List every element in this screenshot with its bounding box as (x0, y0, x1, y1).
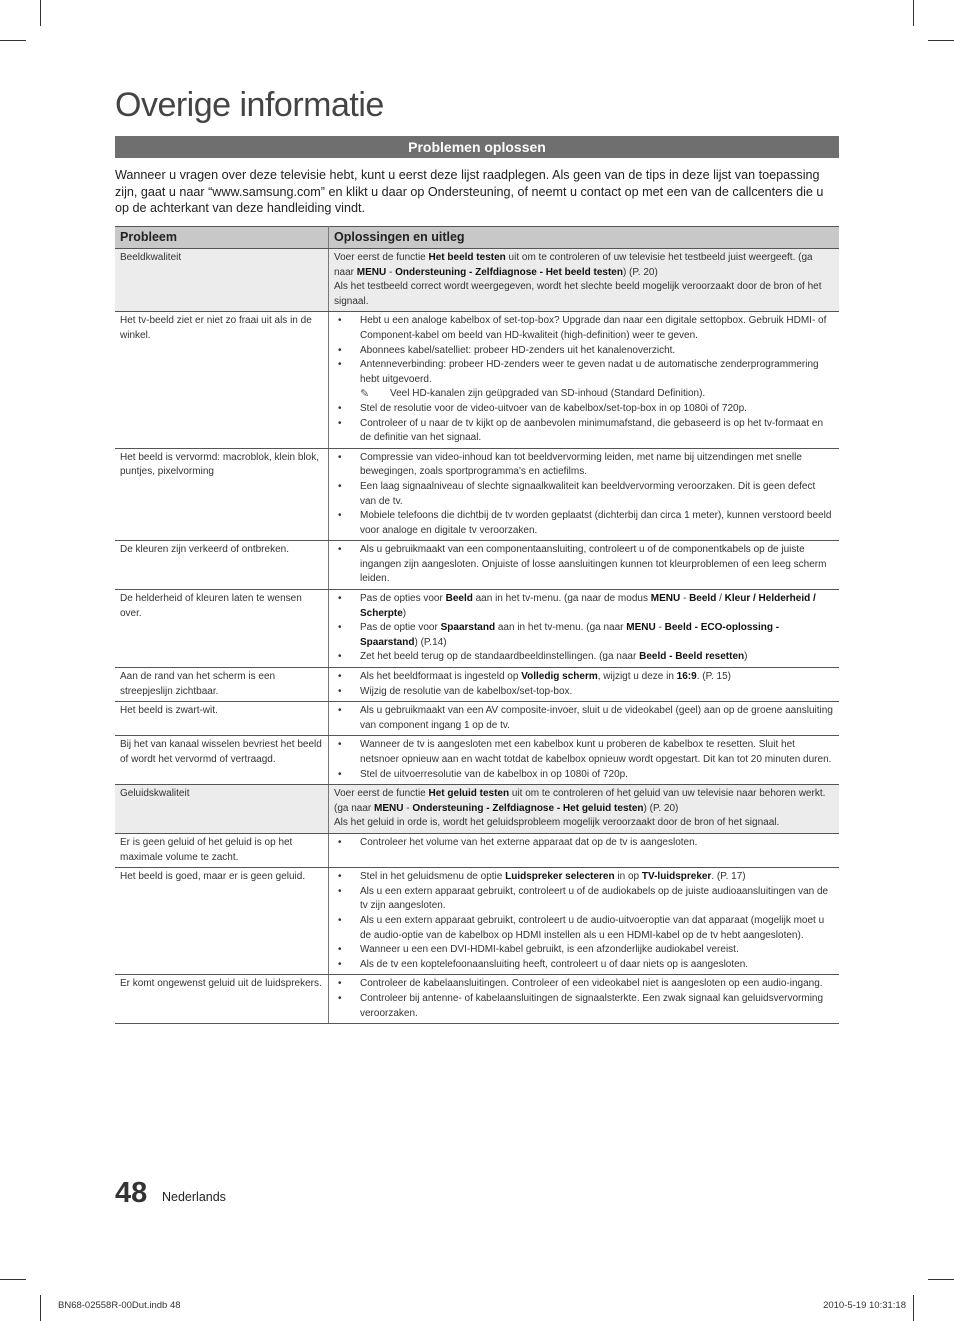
note: ✎ Veel HD-kanalen zijn geüpgraded van SD-inhoud (Standard Definition). (360, 388, 706, 401)
table-row (115, 868, 839, 975)
solution-cell (329, 868, 840, 975)
list-item: • Als het beeldformaat is ingesteld op Volledig scherm, wijzigt u deze in 16:9. (P. 15) (354, 670, 834, 685)
crop-mark (40, 1295, 41, 1321)
problem-cell: Het beeld is vervormd: macroblok, klein blok, puntjes, pixelvorming (115, 448, 329, 541)
list-item: • Stel de resolutie voor de video-uitvoer van de kabelbox/set-top-box in op 1080i of 720p. (354, 402, 834, 417)
table-row (115, 975, 839, 1024)
problem-cell: Het beeld is zwart-wit. (115, 702, 329, 736)
solution-cell (329, 448, 840, 541)
solution-text: Als het testbeeld correct wordt weergegeven, wordt het slechte beeld mogelijk veroorzaakt door de bron of het signaal. (334, 281, 822, 307)
section-header: Problemen oplossen (115, 136, 839, 158)
page-number: 48 (115, 1177, 148, 1209)
problem-cell: Beeldkwaliteit (115, 249, 329, 312)
problem-cell: Er is geen geluid of het geluid is op het maximale volume te zacht. (115, 833, 329, 867)
solution-text: Voer eerst de functie Het beeld testen uit om te controleren of uw televisie het testbeeld juist weergeeft. (ga naar MENU - Ondersteuning - Zelfdiagnose - Het beeld testen) (P. 20) (334, 252, 813, 278)
solution-text: Als het geluid in orde is, wordt het geluidsprobleem mogelijk veroorzaakt door de bron of het signaal. (334, 817, 780, 829)
table-row (115, 448, 839, 541)
solution-cell (329, 785, 840, 834)
problem-cell: De helderheid of kleuren laten te wensen over. (115, 590, 329, 668)
list-item: • Abonnees kabel/satelliet: probeer HD-zenders uit het kanalenoverzicht. (354, 344, 834, 359)
solution-cell (329, 590, 840, 668)
print-date-info: 2010-5-19 10:31:18 (823, 1300, 906, 1311)
solution-cell (329, 541, 840, 590)
list-item: • Controleer de kabelaansluitingen. Controleer of een videokabel niet is aangesloten op een audio-ingang. (354, 977, 834, 992)
table-row (115, 785, 839, 834)
print-file-info: BN68-02558R-00Dut.indb 48 (58, 1300, 181, 1311)
note-pencil-icon: ✎ (360, 388, 370, 401)
table-row (115, 702, 839, 736)
crop-mark (0, 1279, 26, 1280)
list-item: • Controleer of u naar de tv kijkt op de aanbevolen minimumafstand, die gebaseerd is op het tv-formaat en de definitie van het signaal. (354, 417, 834, 446)
crop-mark (40, 0, 41, 26)
list-item: • Als u een extern apparaat gebruikt, controleert u de audio-uitvoeroptie van dat apparaat (mogelijk moet u de audio-optie van de kabelbox op HDMI instellen als u een HDMI-kabel op de tv hebt aangesloten). (354, 914, 834, 943)
crop-mark (928, 40, 954, 41)
list-item: • Wanneer de tv is aangesloten met een kabelbox kunt u proberen de kabelbox te resetten. Sluit het netsnoer opnieuw aan en wacht totdat de kabelbox opnieuw wordt opgestart. Dit kan tot 20 minuten duren. (354, 738, 834, 767)
list-item: • Pas de optie voor Spaarstand aan in het tv-menu. (ga naar MENU - Beeld - ECO-oplossing - Spaarstand) (P.14) (354, 621, 834, 650)
table-row (115, 541, 839, 590)
crop-mark (928, 1279, 954, 1280)
problem-cell: Het beeld is goed, maar er is geen geluid. (115, 868, 329, 975)
column-header-problem: Probleem (115, 227, 329, 249)
list-item: • Antenneverbinding: probeer HD-zenders weer te geven nadat u de automatische zenderprogrammering hebt uitgevoerd. ✎ Veel HD-kanalen zijn geüpgraded van SD-inhoud (Standard Definition). (354, 358, 834, 402)
list-item: • Stel de uitvoerresolutie van de kabelbox in op 1080i of 720p. (354, 768, 834, 783)
solution-cell (329, 975, 840, 1024)
list-item: • Controleer bij antenne- of kabelaansluitingen de signaalsterkte. Een zwak signaal kan geluidsvervorming veroorzaken. (354, 992, 834, 1021)
page-title: Overige informatie (115, 86, 384, 124)
problem-cell: Aan de rand van het scherm is een streepjeslijn zichtbaar. (115, 668, 329, 702)
list-item: • Mobiele telefoons die dichtbij de tv worden geplaatst (dichterbij dan circa 1 meter), kunnen verstoord beeld voor analoge en digitale tv veroorzaken. (354, 509, 834, 538)
intro-paragraph: Wanneer u vragen over deze televisie hebt, kunt u eerst deze lijst raadplegen. Als geen van de tips in deze lijst van toepassing zijn, gaat u naar “www.samsung.com” en klikt u daar op Ondersteuning, of neemt u contact op met een van de callcenters die u op de achterkant van deze handleiding vindt. (115, 168, 824, 215)
solution-text: Voer eerst de functie Het geluid testen uit om te controleren of het geluid van uw televisie naar behoren werkt. (ga naar MENU - Ondersteuning - Zelfdiagnose - Het geluid testen) (P. 20) (334, 788, 826, 814)
list-item: • Compressie van video-inhoud kan tot beeldvervorming leiden, met name bij uitzendingen met snelle bewegingen, zoals sportprogramma's en actiefilms. (354, 451, 834, 480)
list-item: • Pas de opties voor Beeld aan in het tv-menu. (ga naar de modus MENU - Beeld / Kleur / Helderheid / Scherpte) (354, 592, 834, 621)
problem-cell: Het tv-beeld ziet er niet zo fraai uit als in de winkel. (115, 312, 329, 448)
solution-cell (329, 833, 840, 867)
table-row (115, 249, 839, 312)
solution-cell (329, 249, 840, 312)
column-header-solutions: Oplossingen en uitleg (329, 227, 840, 249)
crop-mark (913, 1295, 914, 1321)
table-row (115, 590, 839, 668)
list-item: • Hebt u een analoge kabelbox of set-top-box? Upgrade dan naar een digitale settopbox. Gebruik HDMI- of Component-kabel om beeld van HD-kwaliteit (high-definition) weer te geven. (354, 314, 834, 343)
solution-cell (329, 736, 840, 785)
list-item: • Als u gebruikmaakt van een componentaansluiting, controleert u of de componentkabels op de juiste ingangen zijn aangesloten. Onjuiste of losse aansluitingen kunnen tot kleurproblemen of een leeg scherm leiden. (354, 543, 834, 587)
table-row (115, 736, 839, 785)
list-item: • Als u een extern apparaat gebruikt, controleert u of de audiokabels op de juiste audioaansluitingen van de tv zijn aangesloten. (354, 885, 834, 914)
list-item: • Een laag signaalniveau of slechte signaalkwaliteit kan beeldvervorming veroorzaken. Dit is geen defect van de tv. (354, 480, 834, 509)
list-item: • Wijzig de resolutie van de kabelbox/set-top-box. (354, 685, 834, 700)
table-row (115, 668, 839, 702)
list-item: • Als u gebruikmaakt van een AV composite-invoer, sluit u de videokabel (geel) aan op de groene aansluiting van component ingang 1 op de tv. (354, 704, 834, 733)
list-item: • Als de tv een koptelefoonaansluiting heeft, controleert u of daar niets op is aangesloten. (354, 958, 834, 973)
crop-mark (913, 0, 914, 26)
page-language: Nederlands (162, 1190, 226, 1204)
solution-cell (329, 312, 840, 448)
solution-cell (329, 668, 840, 702)
problem-cell: Er komt ongewenst geluid uit de luidsprekers. (115, 975, 329, 1024)
table-row (115, 312, 839, 448)
crop-mark (0, 40, 26, 41)
problem-cell: De kleuren zijn verkeerd of ontbreken. (115, 541, 329, 590)
list-item: • Controleer het volume van het externe apparaat dat op de tv is aangesloten. (354, 836, 834, 851)
table-header-row (115, 227, 839, 249)
problem-cell: Geluidskwaliteit (115, 785, 329, 834)
troubleshooting-table (115, 226, 839, 1024)
list-item: • Wanneer u een een DVI-HDMI-kabel gebruikt, is een afzonderlijke audiokabel vereist. (354, 943, 834, 958)
solution-cell (329, 702, 840, 736)
table-row (115, 833, 839, 867)
list-item: • Stel in het geluidsmenu de optie Luidspreker selecteren in op TV-luidspreker. (P. 17) (354, 870, 834, 885)
list-item: • Zet het beeld terug op de standaardbeeldinstellingen. (ga naar Beeld - Beeld resetten) (354, 650, 834, 665)
problem-cell: Bij het van kanaal wisselen bevriest het beeld of wordt het vervormd of vertraagd. (115, 736, 329, 785)
